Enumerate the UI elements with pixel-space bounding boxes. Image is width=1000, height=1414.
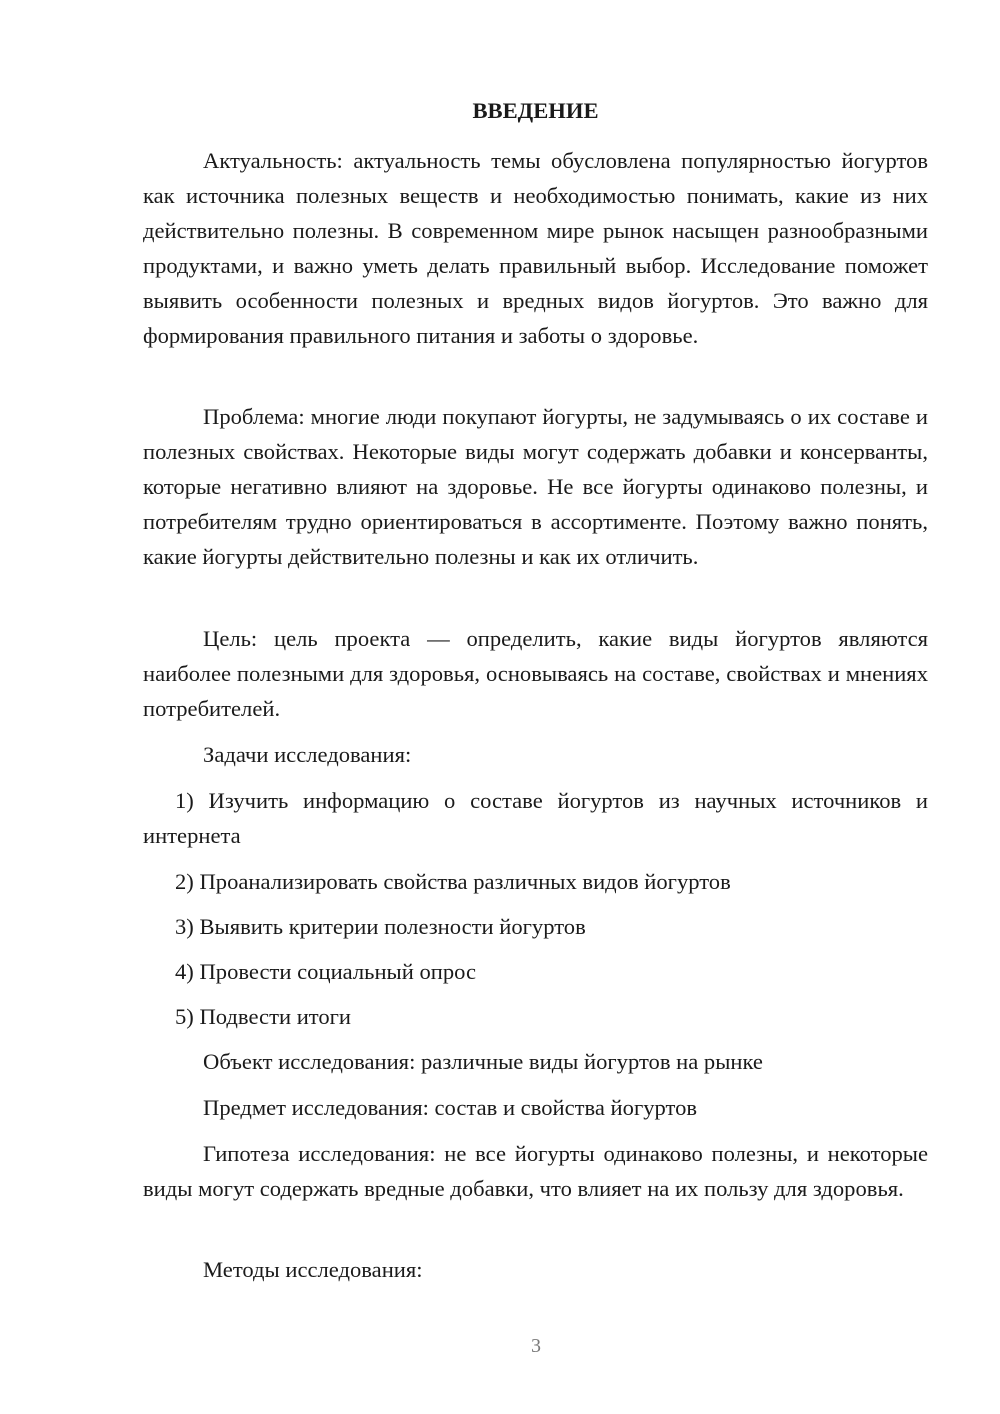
object-paragraph: Объект исследования: различные виды йогуртов на рынке <box>203 1049 763 1074</box>
task-item-2: 2) Проанализировать свойства различных видов йогуртов <box>175 869 731 894</box>
relevance-paragraph: Актуальность: актуальность темы обусловлена популярностью йогуртов как источника полезных веществ и необходимостью понимать, какие из них действительно полезны. В современном мире рынок насыщен разнообразными продуктами, и важно уметь делать правильный выбор. Исследование поможет выявить особенности полезных и вредных видов йогуртов. Это важно для формирования правильного питания и заботы о здоровье. <box>143 148 928 348</box>
tasks-heading: Задачи исследования: <box>203 742 412 767</box>
page-number: 3 <box>531 1335 541 1357</box>
task-item-1: 1) Изучить информацию о составе йогуртов из научных источников и интернета <box>143 788 928 848</box>
hypothesis-paragraph: Гипотеза исследования: не все йогурты одинаково полезны, и некоторые виды могут содержать вредные добавки, что влияет на их пользу для здоровья. <box>143 1141 928 1201</box>
goal-paragraph: Цель: цель проекта — определить, какие виды йогуртов являются наиболее полезными для здоровья, основываясь на составе, свойствах и мнениях потребителей. <box>143 626 928 721</box>
problem-paragraph: Проблема: многие люди покупают йогурты, не задумываясь о их составе и полезных свойствах. Некоторые виды могут содержать добавки и консерванты, которые негативно влияют на здоровье. Не все йогурты одинаково полезны, и потребителям трудно ориентироваться в ассортименте. Поэтому важно понять, какие йогурты действительно полезны и как их отличить. <box>143 404 928 569</box>
page-title: ВВЕДЕНИЕ <box>472 98 599 123</box>
task-item-4: 4) Провести социальный опрос <box>175 959 477 984</box>
task-item-3: 3) Выявить критерии полезности йогуртов <box>175 914 586 939</box>
methods-heading: Методы исследования: <box>203 1257 423 1282</box>
subject-paragraph: Предмет исследования: состав и свойства йогуртов <box>203 1095 698 1120</box>
task-item-5: 5) Подвести итоги <box>175 1004 352 1029</box>
